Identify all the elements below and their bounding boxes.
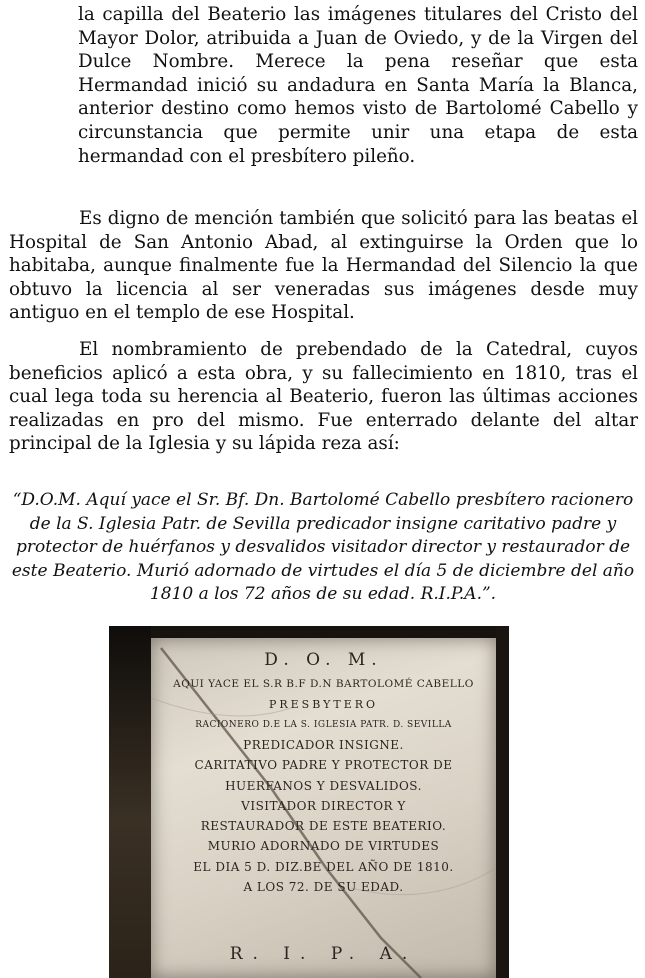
inscription-line: AQUI YACE EL S.R B.F D.N BARTOLOMÉ CABELLO xyxy=(173,678,474,690)
inscription-line: A LOS 72. DE SU EDAD. xyxy=(243,880,404,894)
tombstone-quote: “D.O.M. Aquí yace el Sr. Bf. Dn. Bartolomé Cabello presbítero racionero de la S. Iglesia Patr. de Sevilla predicador insigne caritativo padre y protector de huérfanos y desvalidos visitador director y restaurador de este Beaterio. Murió adornado de virtudes el día 5 de diciembre del año 1810 a los 72 años de su edad. R.I.P.A.”. xyxy=(11,490,635,605)
inscription-line: PRESBYTERO xyxy=(268,698,379,711)
stone-wall-left xyxy=(109,626,151,978)
inscription-line: RACIONERO D.E LA S. IGLESIA PATR. D. SEVILLA xyxy=(195,720,452,730)
paragraph-hospital-request: Es digno de mención también que solicitó para las beatas el Hospital de San Antonio Abad, al extinguirse la Orden que lo habitaba, aunque finalmente fue la Hermandad del Silencio la que obtuvo la licencia al ser veneradas sus imágenes desde muy antiguo en el templo de ese Hospital. xyxy=(9,208,638,324)
paragraph-chapel-images: la capilla del Beaterio las imágenes titulares del Cristo del Mayor Dolor, atribuida a Juan de Oviedo, y de la Virgen del Dulce Nombre. Merece la pena reseñar que esta Hermandad inició su andadura en Santa María la Blanca, anterior destino como hemos visto de Bartolomé Cabello y circunstancia que permite unir una etapa de esta hermandad con el presbítero pileño. xyxy=(78,4,638,167)
inscription-line: VISITADOR DIRECTOR Y xyxy=(241,799,406,813)
inscription-line: D. O. M. xyxy=(264,650,383,670)
tombstone-photo xyxy=(109,626,509,978)
paragraph-death-and-burial: El nombramiento de prebendado de la Catedral, cuyos beneficios aplicó a esta obra, y su fallecimiento en 1810, tras el cual lega toda su herencia al Beaterio, fueron las últimas acciones realizadas en pro del mismo. Fue enterrado delante del altar principal de la Iglesia y su lápida reza así: xyxy=(9,339,638,455)
inscription-line: HUERFANOS Y DESVALIDOS. xyxy=(225,779,422,793)
inscription-line: PREDICADOR INSIGNE. xyxy=(243,738,404,752)
inscription-line: RESTAURADOR DE ESTE BEATERIO. xyxy=(200,819,447,833)
marble-tombstone xyxy=(151,638,496,978)
inscription-line: R. I. P. A. xyxy=(229,944,418,964)
inscription-line: CARITATIVO PADRE Y PROTECTOR DE xyxy=(194,758,453,772)
inscription-line: MURIO ADORNADO DE VIRTUDES xyxy=(207,839,440,853)
inscription-line: EL DIA 5 D. DIZ.BE DEL AÑO DE 1810. xyxy=(193,860,454,874)
stone-wall-right xyxy=(496,626,509,978)
